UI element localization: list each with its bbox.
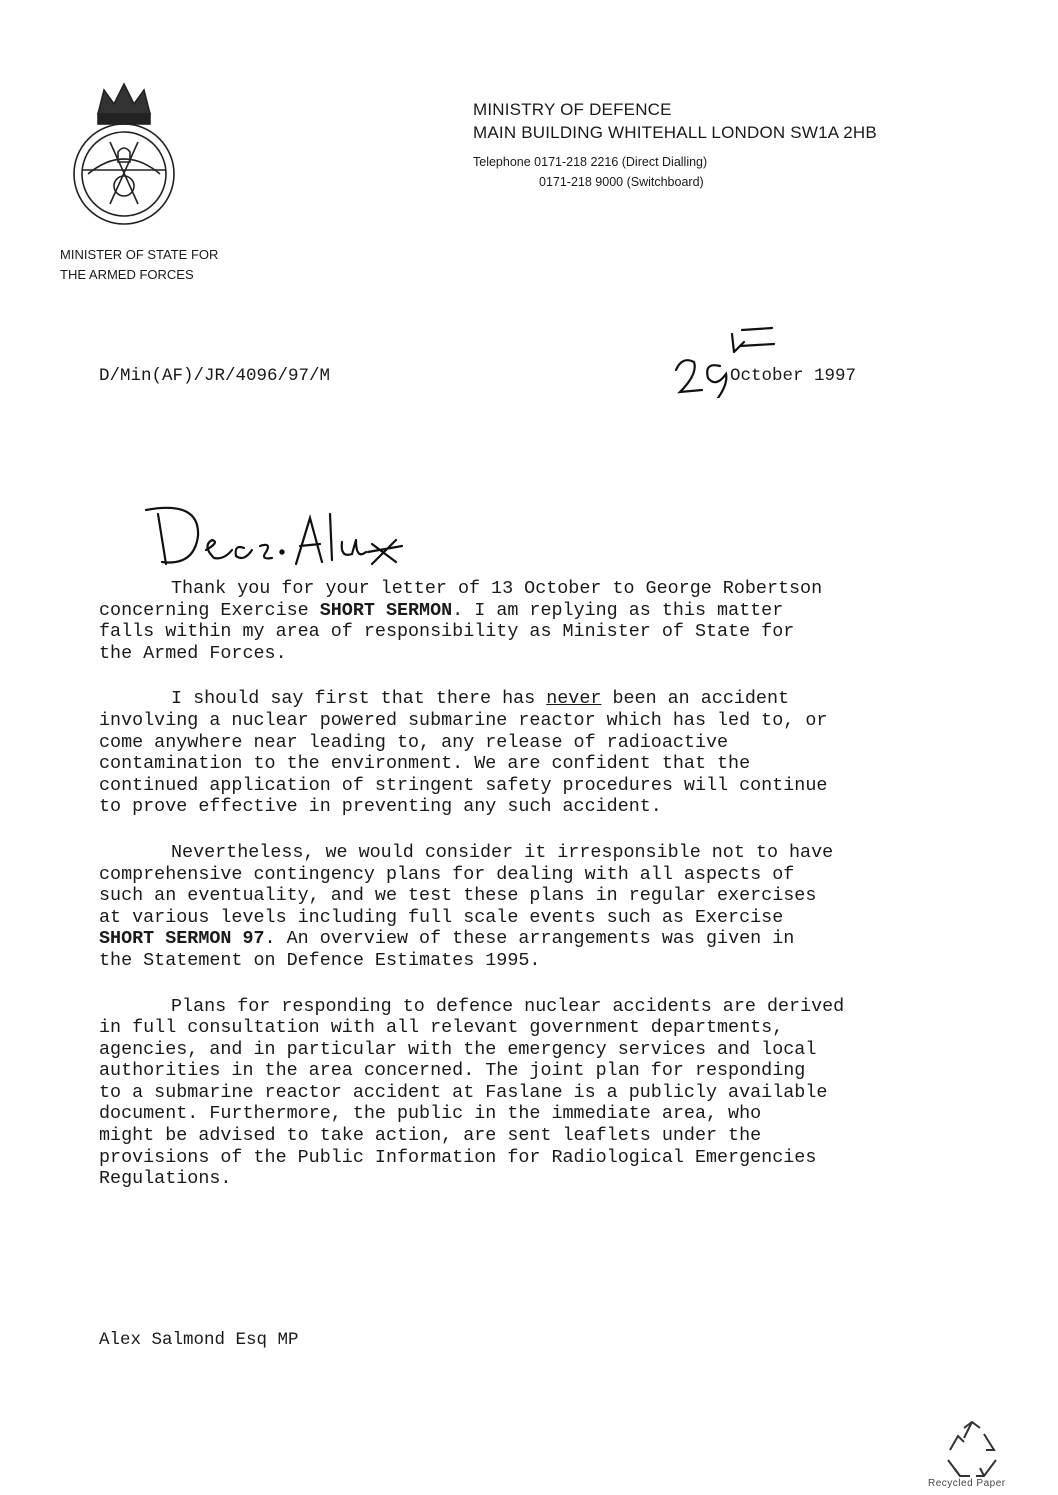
telephone-block: [473, 152, 707, 192]
org-address: MAIN BUILDING WHITEHALL LONDON SW1A 2HB: [473, 123, 877, 142]
minister-title: [60, 245, 218, 285]
telephone-switchboard: 0171-218 9000 (Switchboard): [539, 175, 704, 189]
paragraph-4: Plans for responding to defence nuclear accidents are derived in full consultation with all relevant government departments, agencies, and in particular with the emergency services and local authorities in the area concerned. The joint plan for responding to a submarine reactor accident at Faslane is a publicly available document. Furthermore, the public in the immediate area, who might be advised to take action, are sent leaflets under the provisions of the Public Information for Radiological Emergencies Regulations.: [99, 995, 845, 1190]
org-name: MINISTRY OF DEFENCE: [473, 100, 672, 119]
minister-line-2: THE ARMED FORCES: [60, 267, 194, 282]
letter-body: [99, 578, 979, 1214]
handwritten-date-day: [668, 318, 778, 398]
minister-line-1: MINISTER OF STATE FOR: [60, 247, 219, 262]
recycled-paper-label: Recycled Paper: [928, 1478, 1006, 1489]
handwritten-salutation: [140, 500, 420, 572]
letterhead: [473, 98, 877, 144]
recipient-name: Alex Salmond Esq MP: [99, 1330, 299, 1350]
telephone-direct: Telephone 0171-218 2216 (Direct Dialling): [473, 155, 708, 169]
recycle-icon: [940, 1420, 1004, 1482]
paragraph-3: Nevertheless, we would consider it irresponsible not to have comprehensive contingency plans for dealing with all aspects of such an eventuality, and we test these plans in regular exercises at various levels including full scale events such as Exercise SHORT SERMON 97. An overview of these arrangements was given in the Statement on Defence Estimates 1995.: [99, 841, 834, 971]
paragraph-2: I should say first that there has never been an accident involving a nuclear powered submarine reactor which has led to, or come anywhere near leading to, any release of radioactive contamination to the environment. We are confident that the continued application of stringent safety procedures will continue to prove effective in preventing any such accident.: [99, 688, 828, 818]
reference-number: D/Min(AF)/JR/4096/97/M: [99, 366, 331, 386]
royal-crest-icon: [58, 74, 190, 226]
paragraph-1: Thank you for your letter of 13 October to George Robertson concerning Exercise SHORT SERMON. I am replying as this matter falls within my area of responsibility as Minister of State for the Armed Forces.: [99, 578, 823, 664]
date-printed: October 1997: [730, 366, 857, 386]
